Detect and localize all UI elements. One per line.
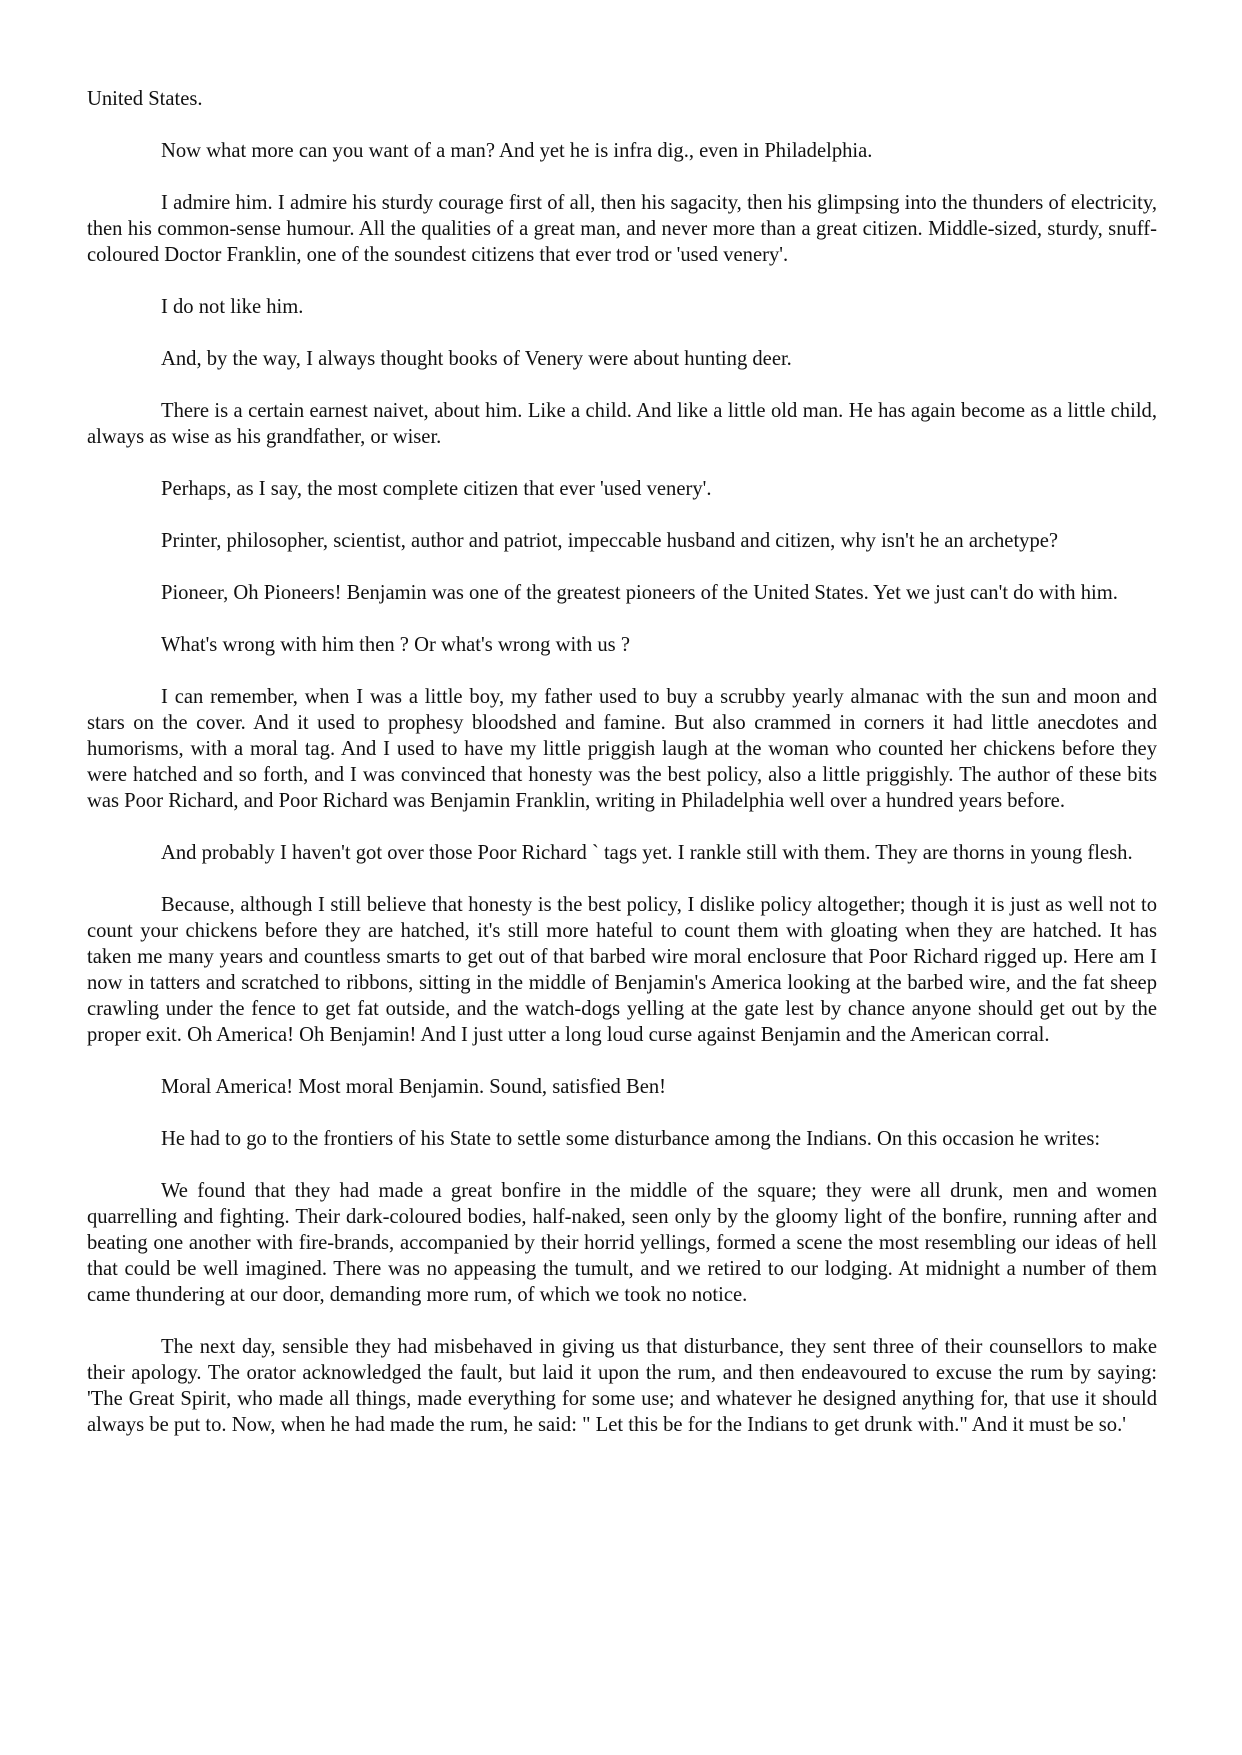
paragraph: I can remember, when I was a little boy, my father used to buy a scrubby yearly almanac with the sun and moon and stars on the cover. And it used to prophesy bloodshed and famine. But also crammed in corners it had little anecdotes and humorisms, with a moral tag. And I used to have my little priggish laugh at the woman who counted her chickens before they were hatched and so forth, and I was convinced that honesty was the best policy, also a little priggishly. The author of these bits was Poor Richard, and Poor Richard was Benjamin Franklin, writing in Philadelphia well over a hundred years before.: [87, 686, 1157, 812]
paragraph: Perhaps, as I say, the most complete citizen that ever 'used venery'.: [161, 478, 712, 500]
paragraph: And probably I haven't got over those Poor Richard ` tags yet. I rankle still with them. They are thorns in young flesh.: [161, 842, 1133, 864]
paragraph: Pioneer, Oh Pioneers! Benjamin was one of the greatest pioneers of the United States. Yet we just can't do with him.: [161, 582, 1118, 604]
paragraph: I do not like him.: [161, 296, 304, 318]
paragraph: I admire him. I admire his sturdy courage first of all, then his sagacity, then his glimpsing into the thunders of electricity, then his common-sense humour. All the qualities of a great man, and never more than a great citizen. Middle-sized, sturdy, snuff-coloured Doctor Franklin, one of the soundest citizens that ever trod or 'used venery'.: [87, 192, 1157, 266]
paragraph: He had to go to the frontiers of his State to settle some disturbance among the Indians. On this occasion he writes:: [161, 1128, 1101, 1150]
quoted-paragraph: The next day, sensible they had misbehaved in giving us that disturbance, they sent three of their counsellors to make their apology. The orator acknowledged the fault, but laid it upon the rum, and then endeavoured to excuse the rum by saying: 'The Great Spirit, who made all things, made everything for some use; and whatever he designed anything for, that use it should always be put to. Now, when he had made the rum, he said: " Let this be for the Indians to get drunk with." And it must be so.': [87, 1336, 1157, 1436]
paragraph: What's wrong with him then ? Or what's wrong with us ?: [161, 634, 630, 656]
paragraph: And, by the way, I always thought books of Venery were about hunting deer.: [161, 348, 792, 370]
paragraph: Because, although I still believe that honesty is the best policy, I dislike policy altogether; though it is just as well not to count your chickens before they are hatched, it's still more hateful to count them with gloating when they are hatched. It has taken me many years and countless smarts to get out of that barbed wire moral enclosure that Poor Richard rigged up. Here am I now in tatters and scratched to ribbons, sitting in the middle of Benjamin's America looking at the barbed wire, and the fat sheep crawling under the fence to get fat outside, and the watch-dogs yelling at the gate lest by chance anyone should get out by the proper exit. Oh America! Oh Benjamin! And I just utter a long loud curse against Benjamin and the American corral.: [87, 894, 1157, 1046]
paragraph: Printer, philosopher, scientist, author and patriot, impeccable husband and citizen, why isn't he an archetype?: [161, 530, 1059, 552]
quoted-paragraph: We found that they had made a great bonfire in the middle of the square; they were all drunk, men and women quarrelling and fighting. Their dark-coloured bodies, half-naked, seen only by the gloomy light of the bonfire, running after and beating one another with fire-brands, accompanied by their horrid yellings, formed a scene the most resembling our ideas of hell that could be well imagined. There was no appeasing the tumult, and we retired to our lodging. At midnight a number of them came thundering at our door, demanding more rum, of which we took no notice.: [87, 1180, 1157, 1306]
paragraph: Now what more can you want of a man? And yet he is infra dig., even in Philadelphia.: [161, 140, 873, 162]
paragraph: Moral America! Most moral Benjamin. Sound, satisfied Ben!: [161, 1076, 667, 1098]
paragraph: There is a certain earnest naivet, about him. Like a child. And like a little old man. He has again become as a little child, always as wise as his grandfather, or wiser.: [87, 400, 1157, 448]
document-page: [87, 86, 1157, 1464]
paragraph-continuation: United States.: [87, 88, 203, 110]
